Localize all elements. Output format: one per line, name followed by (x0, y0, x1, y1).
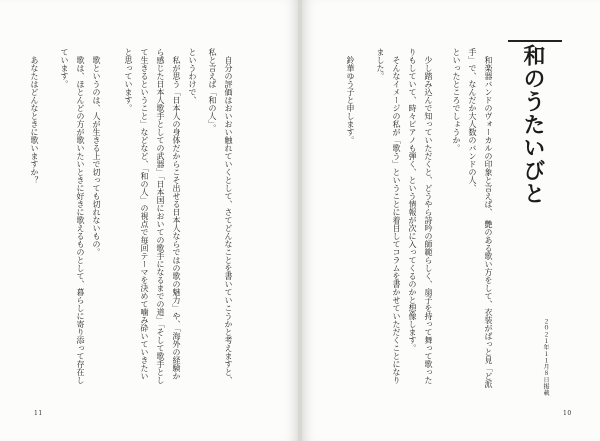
text-column: りもしていて、時々ピアノも弾く、という情報が次に入ってくるのかと想像します。 (408, 48, 417, 352)
left-page (0, 0, 298, 441)
text-column: というわけで、 (188, 48, 197, 104)
text-column: ています。 (60, 48, 69, 88)
text-column: ら感じた日本人歌手としての武器」「日本国においての歌手になるまでの道」「そして歌手とし (156, 48, 165, 384)
text-column: と思っています。 (124, 48, 133, 112)
text-column: 自分の評価はおいおい触れていくとして、さてどんなことを書いていこうかと考えますと、 (224, 48, 233, 384)
text-column: 手」で、なんだか大人数のバンドの人、 (468, 48, 477, 192)
text-column: 歌は、ほとんどの方が歌いたいときに好きに歌えるものとして、暮らしに寄り添って存在し (76, 48, 85, 384)
text-column: 私と言えば「和の人」。 (208, 48, 217, 132)
column-title: 和のうたいびと (520, 44, 546, 205)
text-column: ました。 (376, 48, 385, 80)
text-column: 私が思う「日本人の身体だからこそ出せる日本人ならではの歌の魅力」や、「海外の経験か (172, 48, 181, 380)
text-column: 鈴華ゆう子と申します。 (346, 48, 355, 144)
text-column: 歌というのは、人が生きる上で切っても切れないもの。 (92, 48, 101, 256)
text-column: といったところでしょうか。 (452, 48, 461, 152)
text-column: 和楽器バンドのヴォーカルの印象と言えば、 艶のある歌い方をして、衣装がばっと見「ど派 (484, 48, 493, 388)
text-column: て生きるということ」などなど、「和の人」の視点で毎回テーマを決めて噛み砕いていきたい (140, 48, 149, 380)
text-column: 少し踏み込んで知っていただくと、どうやら詩吟の師範らしく、扇子を持って舞って歌った (424, 48, 433, 384)
page-number: 10 (563, 410, 572, 417)
text-column: そんなイメージの私が「歌う」ということに着目してコラムを書かせていただくことになり (392, 48, 401, 384)
page-number: 11 (34, 410, 43, 417)
text-column: あなたはどんなときに歌いますか？ (30, 48, 39, 184)
publication-date: ２０２１年１１月８日掲載 (542, 318, 549, 396)
